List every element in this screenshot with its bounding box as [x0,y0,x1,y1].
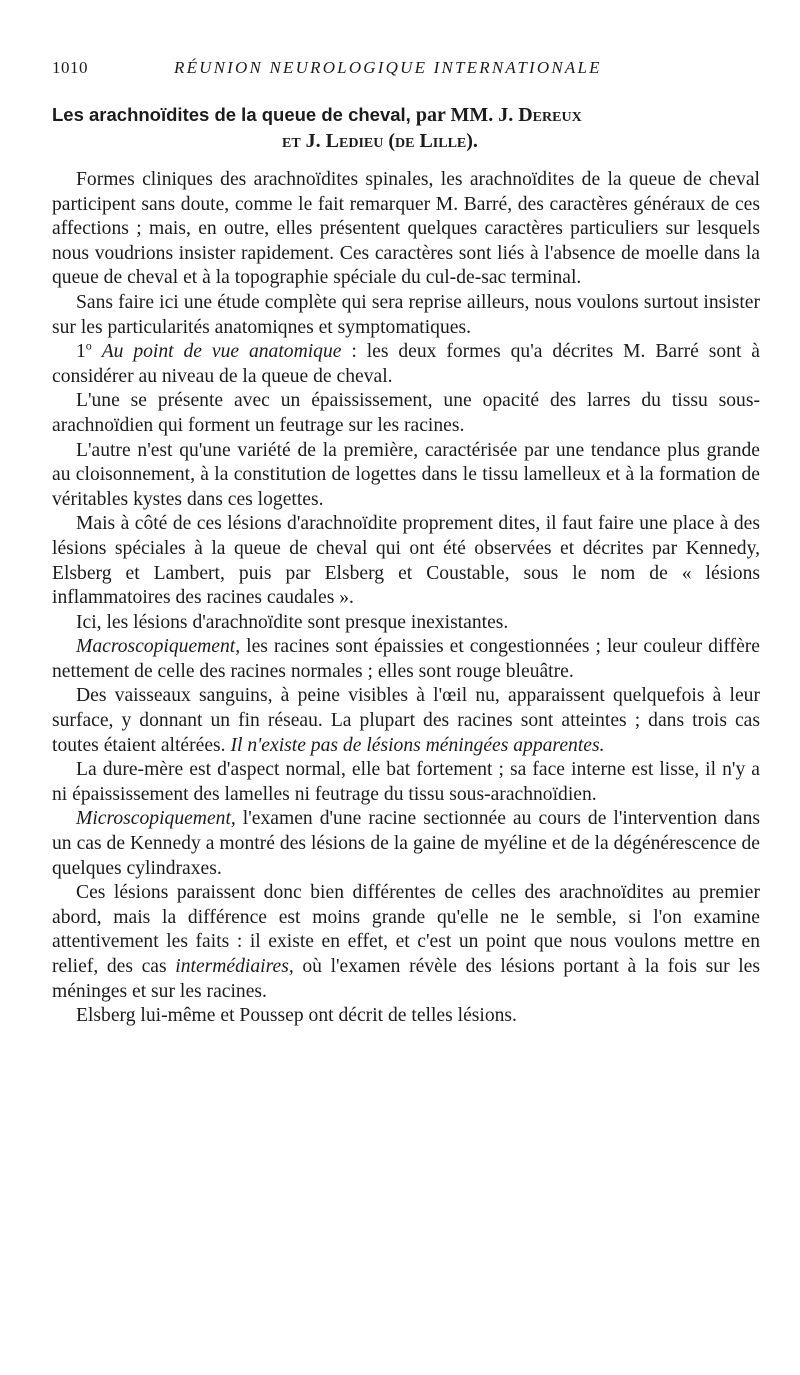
section-number-superscript: o [85,338,92,353]
article-authors-line2: et J. Ledieu (de Lille). [282,130,478,152]
paragraph-12-text-start: Ces lésions paraissent donc bien différentes de celles des arachnoïdites au premier abord, mais la différence est moins grande qu'elle ne le semble, si l'on examine attentivement les faits : il existe en effet, et c'est un point que nous voulons mettre en relief, des cas [52,882,760,977]
paragraph-13: Elsberg lui-même et Poussep ont décrit de telles lésions. [76,1005,517,1027]
paragraph-9 [52,684,760,758]
paragraph-11 [52,807,760,881]
document-page [52,58,760,1029]
paragraph-11-text: l'examen d'une racine sectionnée au cours de l'intervention dans un cas de Kennedy a montré des lésions de la gaine de myéline et de la dégénérescence de quelques cylindraxes. [52,808,760,879]
paragraph-6: Mais à côté de ces lésions d'arachnoïdite proprement dites, il faut faire une place à des lésions spéciales à la queue de cheval qui ont été observées et décrites par Kennedy, Elsberg et Lambert, puis par Elsberg et Coustable, sous le nom de « lésions inflammatoires des racines caudales ». [52,513,760,609]
paragraph-12-emphasis: intermédiaires, [175,956,294,977]
paragraph-7: Ici, les lésions d'arachnoïdite sont presque inexistantes. [76,611,509,633]
page-number: 1010 [52,58,88,77]
paragraph-8 [52,635,760,684]
paragraph-5: L'autre n'est qu'une variété de la première, caractérisée par une tendance plus grande au cloisonnement, à la constitution de logettes dans le tissu lamelleux et à la formation de véritables kystes dans ces logettes. [52,439,760,510]
paragraph-3 [52,340,760,389]
paragraph-1: Formes cliniques des arachnoïdites spinales, les arachnoïdites de la queue de cheval participent sans doute, comme le fait remarquer M. Barré, des caractères généraux de ces affections ; mais, en outre, elles présentent quelques caractères particuliers sur lesquels nous voudrions insister rapidement. Ces caractères sont liés à l'absence de moelle dans la queue de cheval et à la topographie spéciale du cul-de-sac terminal. [52,169,760,289]
paragraph-12 [52,881,760,1004]
paragraph-9-text: Des vaisseaux sanguins, à peine visibles à l'œil nu, apparaissent quelquefois à leur surface, y donnant un fin réseau. La plupart des racines sont atteintes ; dans trois cas toutes étaient altérées. [52,685,760,756]
article-body [52,168,760,1029]
running-head [52,58,760,88]
paragraph-8-text: les racines sont épaissies et congestionnées ; leur couleur diffère nettement de celle des racines normales ; elles sont rouge bleuâtre. [52,636,760,682]
section-heading: Au point de vue anatomique [101,341,342,363]
paragraph-10: La dure-mère est d'aspect normal, elle bat fortement ; sa face interne est lisse, il n'y a ni épaississement des lamelles ni feutrage du tissu sous-arachnoïdien. [52,759,760,805]
article-by: par [415,104,446,126]
paragraph-9-emphasis: Il n'existe pas de lésions méningées apparentes. [230,734,605,756]
article-authors-line1: MM. J. Dereux [450,104,582,126]
paragraph-3-text: : les deux formes qu'a décrites M. Barré sont à considérer au niveau de la queue de cheval. [52,341,760,387]
journal-title: RÉUNION NEUROLOGIQUE INTERNATIONALE [174,58,602,77]
paragraph-12-text-end: où l'examen révèle des lésions portant à la fois sur les méninges et sur les racines. [52,956,761,1002]
article-title-text: Les arachnoïdites de la queue de cheval, [52,104,411,125]
section-number: 1 [76,341,86,363]
article-title [52,102,760,154]
paragraph-4: L'une se présente avec un épaississement, une opacité des larres du tissu sous-arachnoïdien qui forment un feutrage sur les racines. [52,390,760,436]
paragraph-11-lead: Microscopiquement, [76,808,236,830]
paragraph-8-lead: Macroscopiquement, [76,636,241,658]
paragraph-2: Sans faire ici une étude complète qui sera reprise ailleurs, nous voulons surtout insister sur les particularités anatomiqnes et symptomatiques. [52,291,760,338]
